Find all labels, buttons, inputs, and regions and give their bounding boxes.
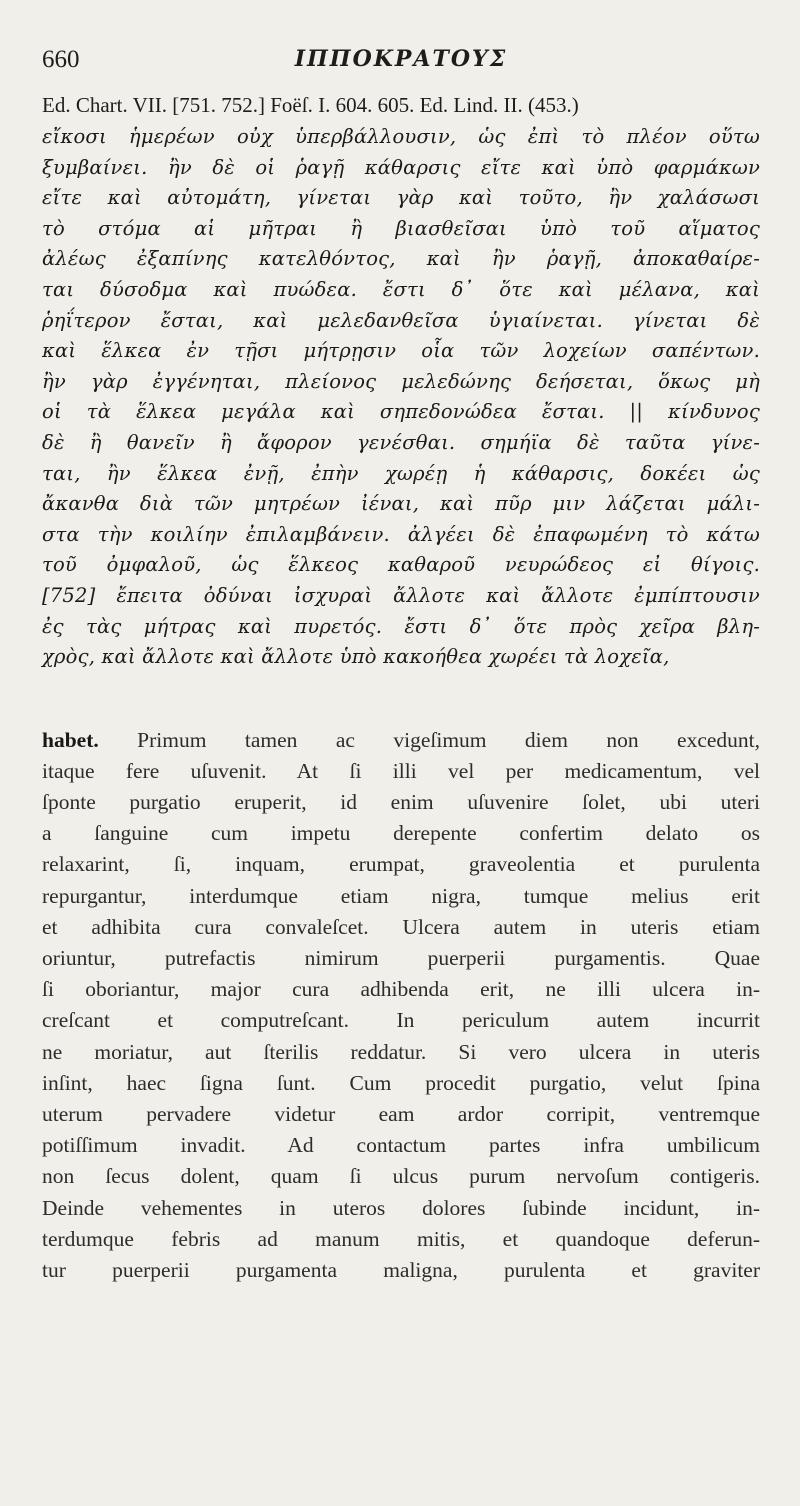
greek-line: χρὸς, καὶ ἄλλοτε καὶ ἄλλοτε ὑπὸ κακοήθεα χωρέει τὰ λοχεῖα, (42, 645, 670, 669)
latin-line: relaxarint, ſi, inquam, erumpat, graveolentia et purulenta (42, 852, 760, 877)
continued-word: habet. (42, 727, 99, 752)
greek-line: ται δύσοδμα καὶ πυώδεα. ἔστι δ᾽ ὅτε καὶ μέλανα, καὶ (42, 277, 760, 301)
greek-line: ἢν γὰρ ἐγγένηται, πλείονος μελεδώνης δεήσεται, ὅκως μὴ (42, 369, 760, 393)
latin-line: a ſanguine cum impetu derepente confertim delato os (42, 821, 760, 846)
running-head (42, 46, 760, 86)
latin-line: oriuntur, putrefactis nimirum puerperii purgamentis. Quae (42, 946, 760, 970)
latin-line: Deinde vehementes in uteros dolores ſubinde incidunt, in- (42, 1195, 760, 1220)
latin-line: terdumque febris ad manum mitis, et quandoque deferun- (42, 1226, 760, 1251)
latin-line: creſcant et computreſcant. In periculum autem incurrit (42, 1008, 760, 1033)
greek-line: ἄκανθα διὰ τῶν μητρέων ἰέναι, καὶ πῦρ μιν λάζεται μάλι- (42, 492, 760, 516)
latin-line-rest: Primum tamen ac vigeſimum diem non excedunt, (98, 727, 760, 752)
greek-line: εἴκοσι ἡμερέων οὐχ ὑπερβάλλουσιν, ὡς ἐπὶ τὸ πλέον οὕτω (42, 125, 760, 148)
latin-line: ne moriatur, aut ſterilis reddatur. Si vero ulcera in uteris (42, 1039, 760, 1064)
greek-line: οἱ τὰ ἕλκεα μεγάλα καὶ σηπεδονώδεα ἔσται. || κίνδυνος (42, 400, 760, 424)
latin-line: ſponte purgatio eruperit, id enim uſuvenire ſolet, ubi uteri (42, 790, 760, 815)
latin-line: ſi oboriantur, major cura adhibenda erit, ne illi ulcera in- (42, 977, 760, 1002)
greek-line: ξυμβαίνει. ἢν δὲ οἱ ῥαγῇ κάθαρσις εἴτε καὶ ὑπὸ φαρμάκων (42, 155, 760, 179)
greek-line: στα τὴν κοιλίην ἐπιλαμβάνειν. ἀλγέει δὲ ἐπαφωμένη τὸ κάτω (42, 522, 760, 546)
latin-line: et adhibita cura convaleſcet. Ulcera autem in uteris etiam (42, 914, 760, 939)
latin-line: inſint, haec ſigna ſunt. Cum procedit purgatio, velut ſpina (42, 1070, 760, 1095)
greek-line: ῥηΐτερον ἔσται, καὶ μελεδανθεῖσα ὑγιαίνεται. γίνεται δὲ (42, 308, 760, 332)
edition-references: Ed. Chart. VII. [751. 752.] Foëſ. I. 604. 605. Ed. Lind. II. (453.) (42, 93, 579, 117)
greek-line: ἐς τὰς μήτρας καὶ πυρετός. ἔστι δ᾽ ὅτε πρὸς χεῖρα βλη- (42, 614, 760, 638)
latin-line: tur puerperii purgamenta maligna, purulenta et graviter (42, 1257, 760, 1282)
latin-line: itaque fere uſuvenit. At ſi illi vel per medicamentum, vel (42, 758, 760, 783)
latin-line: repurgantur, interdumque etiam nigra, tumque melius erit (42, 883, 760, 908)
latin-line (42, 725, 760, 756)
greek-line: ἀλέως ἐξαπίνης κατελθόντος, καὶ ἢν ῥαγῇ, ἀποκαθαίρε- (42, 247, 760, 271)
greek-line: τὸ στόμα αἱ μῆτραι ἢ βιασθεῖσαι ὑπὸ τοῦ αἵματος (42, 216, 760, 240)
latin-line: potiſſimum invadit. Ad contactum partes infra umbilicum (42, 1133, 760, 1158)
greek-line: τοῦ ὀμφαλοῦ, ὡς ἕλκεος καθαροῦ νευρώδεος εἰ θίγοις. (42, 553, 760, 577)
running-title: ΙΠΠΟΚΡΑΤΟΥΣ (294, 46, 508, 72)
page-number: 660 (42, 46, 80, 73)
greek-line: δὲ ἢ θανεῖν ἢ ἄφορον γενέσθαι. σημήϊα δὲ ταῦτα γίνε- (42, 430, 760, 454)
greek-line: καὶ ἕλκεα ἐν τῇσι μήτρῃσιν οἷα τῶν λοχείων σαπέντων. (42, 339, 760, 363)
latin-line: non ſecus dolent, quam ſi ulcus purum nervoſum contigeris. (42, 1164, 760, 1189)
greek-line: εἴτε καὶ αὐτομάτη, γίνεται γὰρ καὶ τοῦτο, ἢν χαλάσωσι (42, 186, 760, 210)
latin-text-block (42, 725, 760, 1286)
greek-line: ται, ἢν ἕλκεα ἐνῇ, ἐπὴν χωρέῃ ἡ κάθαρσις, δοκέει ὡς (42, 461, 760, 485)
greek-line: [752] ἔπειτα ὀδύναι ἰσχυραὶ ἄλλοτε καὶ ἄλλοτε ἐμπίπτουσιν (42, 583, 760, 607)
greek-text-block (42, 122, 760, 673)
latin-line: uterum pervadere videtur eam ardor corripit, ventremque (42, 1101, 760, 1126)
section-gap (42, 673, 760, 725)
